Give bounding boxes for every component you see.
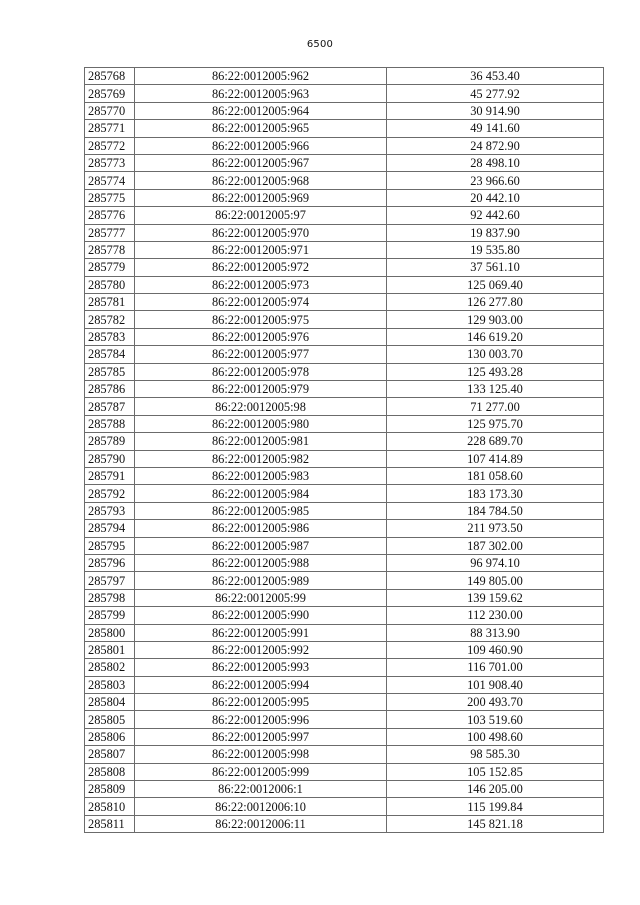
cadastral-number-cell: 86:22:0012005:971 xyxy=(135,241,387,258)
cadastral-value-cell: 103 519.60 xyxy=(387,711,604,728)
row-number-cell: 285803 xyxy=(85,676,135,693)
cadastral-number-cell: 86:22:0012005:990 xyxy=(135,607,387,624)
row-number-cell: 285787 xyxy=(85,398,135,415)
cadastral-value-cell: 125 493.28 xyxy=(387,363,604,380)
cadastral-number-cell: 86:22:0012005:964 xyxy=(135,102,387,119)
cadastral-number-cell: 86:22:0012005:982 xyxy=(135,450,387,467)
table-row xyxy=(85,328,604,345)
table-row xyxy=(85,624,604,641)
cadastral-number-cell: 86:22:0012005:966 xyxy=(135,137,387,154)
row-number-cell: 285777 xyxy=(85,224,135,241)
cadastral-number-cell: 86:22:0012006:11 xyxy=(135,815,387,832)
row-number-cell: 285773 xyxy=(85,154,135,171)
table-row xyxy=(85,485,604,502)
row-number-cell: 285793 xyxy=(85,502,135,519)
cadastral-number-cell: 86:22:0012005:972 xyxy=(135,259,387,276)
cadastral-number-cell: 86:22:0012005:992 xyxy=(135,641,387,658)
cadastral-number-cell: 86:22:0012005:973 xyxy=(135,276,387,293)
row-number-cell: 285792 xyxy=(85,485,135,502)
table-row xyxy=(85,554,604,571)
row-number-cell: 285781 xyxy=(85,294,135,311)
table-row xyxy=(85,68,604,85)
table-row xyxy=(85,659,604,676)
cadastral-value-cell: 211 973.50 xyxy=(387,520,604,537)
cadastral-number-cell: 86:22:0012005:965 xyxy=(135,120,387,137)
row-number-cell: 285778 xyxy=(85,241,135,258)
cadastral-value-cell: 183 173.30 xyxy=(387,485,604,502)
table-row xyxy=(85,363,604,380)
table-row xyxy=(85,120,604,137)
cadastral-number-cell: 86:22:0012005:98 xyxy=(135,398,387,415)
table-row xyxy=(85,346,604,363)
row-number-cell: 285779 xyxy=(85,259,135,276)
cadastral-number-cell: 86:22:0012005:99 xyxy=(135,589,387,606)
table-row xyxy=(85,467,604,484)
cadastral-value-cell: 187 302.00 xyxy=(387,537,604,554)
table-row xyxy=(85,798,604,815)
table-row xyxy=(85,711,604,728)
cadastral-value-cell: 96 974.10 xyxy=(387,554,604,571)
cadastral-value-cell: 115 199.84 xyxy=(387,798,604,815)
cadastral-value-cell: 184 784.50 xyxy=(387,502,604,519)
cadastral-value-cell: 146 619.20 xyxy=(387,328,604,345)
row-number-cell: 285808 xyxy=(85,763,135,780)
cadastral-number-cell: 86:22:0012005:97 xyxy=(135,207,387,224)
table-row xyxy=(85,241,604,258)
table-row xyxy=(85,102,604,119)
cadastral-value-cell: 116 701.00 xyxy=(387,659,604,676)
table-row xyxy=(85,311,604,328)
row-number-cell: 285768 xyxy=(85,68,135,85)
cadastral-number-cell: 86:22:0012005:967 xyxy=(135,154,387,171)
cadastral-value-cell: 19 837.90 xyxy=(387,224,604,241)
cadastral-value-cell: 133 125.40 xyxy=(387,381,604,398)
cadastral-number-cell: 86:22:0012005:976 xyxy=(135,328,387,345)
cadastral-number-cell: 86:22:0012005:962 xyxy=(135,68,387,85)
cadastral-number-cell: 86:22:0012005:985 xyxy=(135,502,387,519)
cadastral-value-cell: 100 498.60 xyxy=(387,728,604,745)
cadastral-value-cell: 145 821.18 xyxy=(387,815,604,832)
cadastral-number-cell: 86:22:0012005:991 xyxy=(135,624,387,641)
cadastral-value-cell: 36 453.40 xyxy=(387,68,604,85)
table-row xyxy=(85,520,604,537)
table-row xyxy=(85,450,604,467)
row-number-cell: 285811 xyxy=(85,815,135,832)
cadastral-number-cell: 86:22:0012005:984 xyxy=(135,485,387,502)
table-row xyxy=(85,259,604,276)
table-row xyxy=(85,276,604,293)
cadastral-number-cell: 86:22:0012005:994 xyxy=(135,676,387,693)
cadastral-number-cell: 86:22:0012005:995 xyxy=(135,694,387,711)
cadastral-value-cell: 129 903.00 xyxy=(387,311,604,328)
table-row xyxy=(85,537,604,554)
cadastral-value-cell: 112 230.00 xyxy=(387,607,604,624)
cadastral-number-cell: 86:22:0012005:993 xyxy=(135,659,387,676)
row-number-cell: 285789 xyxy=(85,433,135,450)
table-row xyxy=(85,641,604,658)
cadastral-value-cell: 126 277.80 xyxy=(387,294,604,311)
row-number-cell: 285810 xyxy=(85,798,135,815)
row-number-cell: 285791 xyxy=(85,467,135,484)
cadastral-value-table xyxy=(84,67,604,833)
cadastral-value-cell: 109 460.90 xyxy=(387,641,604,658)
cadastral-number-cell: 86:22:0012005:974 xyxy=(135,294,387,311)
row-number-cell: 285795 xyxy=(85,537,135,554)
cadastral-number-cell: 86:22:0012005:996 xyxy=(135,711,387,728)
row-number-cell: 285798 xyxy=(85,589,135,606)
row-number-cell: 285797 xyxy=(85,572,135,589)
cadastral-value-cell: 98 585.30 xyxy=(387,746,604,763)
cadastral-number-cell: 86:22:0012005:983 xyxy=(135,467,387,484)
row-number-cell: 285800 xyxy=(85,624,135,641)
cadastral-number-cell: 86:22:0012005:970 xyxy=(135,224,387,241)
cadastral-number-cell: 86:22:0012005:978 xyxy=(135,363,387,380)
cadastral-value-cell: 130 003.70 xyxy=(387,346,604,363)
page-number: 6500 xyxy=(306,39,334,50)
table-row xyxy=(85,137,604,154)
cadastral-value-cell: 37 561.10 xyxy=(387,259,604,276)
cadastral-value-cell: 228 689.70 xyxy=(387,433,604,450)
cadastral-value-cell: 101 908.40 xyxy=(387,676,604,693)
cadastral-value-cell: 24 872.90 xyxy=(387,137,604,154)
table-row xyxy=(85,294,604,311)
table-row xyxy=(85,589,604,606)
row-number-cell: 285783 xyxy=(85,328,135,345)
cadastral-value-cell: 125 975.70 xyxy=(387,415,604,432)
table-row xyxy=(85,746,604,763)
cadastral-number-cell: 86:22:0012005:980 xyxy=(135,415,387,432)
cadastral-number-cell: 86:22:0012005:987 xyxy=(135,537,387,554)
table-row xyxy=(85,763,604,780)
cadastral-number-cell: 86:22:0012005:968 xyxy=(135,172,387,189)
cadastral-value-cell: 23 966.60 xyxy=(387,172,604,189)
cadastral-value-cell: 49 141.60 xyxy=(387,120,604,137)
cadastral-number-cell: 86:22:0012005:988 xyxy=(135,554,387,571)
cadastral-number-cell: 86:22:0012006:1 xyxy=(135,781,387,798)
row-number-cell: 285807 xyxy=(85,746,135,763)
row-number-cell: 285790 xyxy=(85,450,135,467)
cadastral-number-cell: 86:22:0012005:998 xyxy=(135,746,387,763)
row-number-cell: 285775 xyxy=(85,189,135,206)
cadastral-value-cell: 107 414.89 xyxy=(387,450,604,467)
table-row xyxy=(85,172,604,189)
row-number-cell: 285780 xyxy=(85,276,135,293)
table-row xyxy=(85,398,604,415)
cadastral-value-cell: 28 498.10 xyxy=(387,154,604,171)
row-number-cell: 285794 xyxy=(85,520,135,537)
row-number-cell: 285796 xyxy=(85,554,135,571)
row-number-cell: 285772 xyxy=(85,137,135,154)
row-number-cell: 285786 xyxy=(85,381,135,398)
row-number-cell: 285776 xyxy=(85,207,135,224)
table-row xyxy=(85,415,604,432)
table-row xyxy=(85,694,604,711)
table-row xyxy=(85,607,604,624)
cadastral-value-cell: 105 152.85 xyxy=(387,763,604,780)
table-row xyxy=(85,381,604,398)
row-number-cell: 285769 xyxy=(85,85,135,102)
table-row xyxy=(85,815,604,832)
cadastral-value-cell: 149 805.00 xyxy=(387,572,604,589)
cadastral-value-cell: 88 313.90 xyxy=(387,624,604,641)
table-row xyxy=(85,207,604,224)
cadastral-number-cell: 86:22:0012005:999 xyxy=(135,763,387,780)
cadastral-number-cell: 86:22:0012006:10 xyxy=(135,798,387,815)
cadastral-number-cell: 86:22:0012005:986 xyxy=(135,520,387,537)
table-row xyxy=(85,676,604,693)
cadastral-value-cell: 146 205.00 xyxy=(387,781,604,798)
cadastral-number-cell: 86:22:0012005:989 xyxy=(135,572,387,589)
cadastral-value-cell: 181 058.60 xyxy=(387,467,604,484)
cadastral-number-cell: 86:22:0012005:963 xyxy=(135,85,387,102)
cadastral-value-cell: 45 277.92 xyxy=(387,85,604,102)
row-number-cell: 285809 xyxy=(85,781,135,798)
table-row xyxy=(85,572,604,589)
table-row xyxy=(85,154,604,171)
table-body xyxy=(85,68,604,833)
cadastral-value-cell: 20 442.10 xyxy=(387,189,604,206)
table-row xyxy=(85,85,604,102)
row-number-cell: 285801 xyxy=(85,641,135,658)
cadastral-value-cell: 19 535.80 xyxy=(387,241,604,258)
cadastral-value-cell: 92 442.60 xyxy=(387,207,604,224)
row-number-cell: 285784 xyxy=(85,346,135,363)
table-row xyxy=(85,781,604,798)
table-row xyxy=(85,502,604,519)
cadastral-value-cell: 139 159.62 xyxy=(387,589,604,606)
cadastral-number-cell: 86:22:0012005:969 xyxy=(135,189,387,206)
table-row xyxy=(85,433,604,450)
row-number-cell: 285774 xyxy=(85,172,135,189)
row-number-cell: 285770 xyxy=(85,102,135,119)
table-row xyxy=(85,189,604,206)
row-number-cell: 285805 xyxy=(85,711,135,728)
row-number-cell: 285799 xyxy=(85,607,135,624)
row-number-cell: 285782 xyxy=(85,311,135,328)
cadastral-number-cell: 86:22:0012005:981 xyxy=(135,433,387,450)
row-number-cell: 285802 xyxy=(85,659,135,676)
cadastral-value-cell: 30 914.90 xyxy=(387,102,604,119)
row-number-cell: 285804 xyxy=(85,694,135,711)
cadastral-number-cell: 86:22:0012005:975 xyxy=(135,311,387,328)
row-number-cell: 285771 xyxy=(85,120,135,137)
row-number-cell: 285806 xyxy=(85,728,135,745)
cadastral-number-cell: 86:22:0012005:979 xyxy=(135,381,387,398)
table-row xyxy=(85,728,604,745)
cadastral-number-cell: 86:22:0012005:997 xyxy=(135,728,387,745)
cadastral-value-cell: 200 493.70 xyxy=(387,694,604,711)
row-number-cell: 285785 xyxy=(85,363,135,380)
row-number-cell: 285788 xyxy=(85,415,135,432)
cadastral-number-cell: 86:22:0012005:977 xyxy=(135,346,387,363)
cadastral-value-cell: 125 069.40 xyxy=(387,276,604,293)
table-row xyxy=(85,224,604,241)
cadastral-value-cell: 71 277.00 xyxy=(387,398,604,415)
